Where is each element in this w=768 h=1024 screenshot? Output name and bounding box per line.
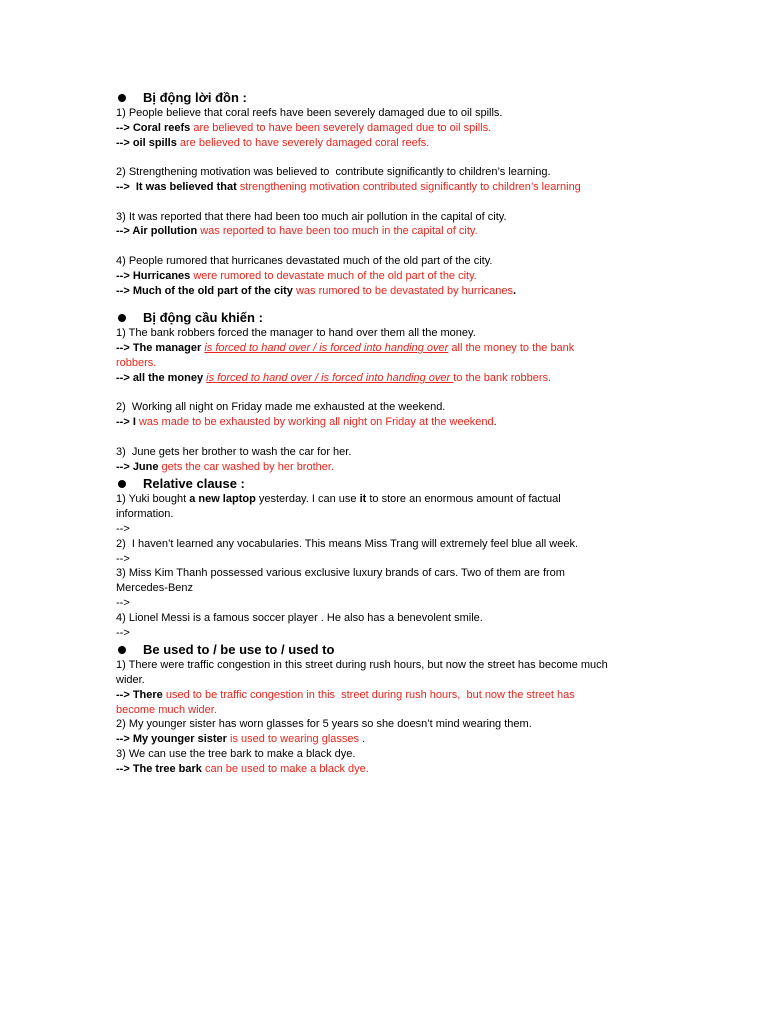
question-line: 4) People rumored that hurricanes devastated much of the old part of the city. (116, 254, 493, 267)
answer-line: --> The tree bark can be used to make a black dye. (116, 762, 369, 775)
answer-arrow: --> (116, 552, 130, 565)
question-line: 1) There were traffic congestion in this street during rush hours, but now the street has become much (116, 659, 608, 672)
answer-line: --> My younger sister is used to wearing glasses . (116, 733, 366, 746)
bullet-icon (118, 480, 126, 488)
section-heading-relative-clause: Relative clause : (116, 475, 656, 492)
answer-arrow: --> (116, 626, 130, 639)
document-body (116, 88, 656, 777)
question-line: 3) We can use the tree bark to make a black dye. (116, 748, 356, 761)
bullet-icon (118, 646, 126, 654)
bullet-icon (118, 314, 126, 322)
answer-line: --> The manager is forced to hand over / is forced into handing over all the money to the bank (116, 342, 575, 355)
question-line: 1) People believe that coral reefs have been severely damaged due to oil spills. (116, 107, 503, 119)
answer-line: --> I was made to be exhausted by working all night on Friday at the weekend. (116, 416, 497, 429)
question-line: 1) Yuki bought a new laptop yesterday. I can use it to store an enormous amount of factual (116, 493, 561, 506)
question-line: 2) Strengthening motivation was believed to contribute significantly to children’s learning. (116, 166, 551, 179)
answer-line: --> Much of the old part of the city was rumored to be devastated by hurricanes. (116, 284, 517, 297)
question-line-continued: information. (116, 508, 174, 521)
question-line: 2) Working all night on Friday made me exhausted at the weekend. (116, 401, 446, 414)
answer-line: --> Coral reefs are believed to have been severely damaged due to oil spills. (116, 121, 492, 134)
answer-line-continued: become much wider. (116, 703, 217, 716)
question-line: 4) Lionel Messi is a famous soccer player . He also has a benevolent smile. (116, 611, 483, 624)
section-heading-passive-rumor: Bị động lời đồn : (116, 89, 656, 106)
answer-line: --> oil spills are believed to have severely damaged coral reefs. (116, 136, 430, 149)
answer-line: --> Air pollution was reported to have been too much in the capital of city. (116, 225, 478, 238)
question-line: 1) The bank robbers forced the manager to hand over them all the money. (116, 327, 476, 340)
answer-line: --> all the money is forced to hand over / is forced into handing over to the bank robbers. (116, 371, 552, 384)
question-line-continued: wider. (116, 674, 145, 687)
question-line: 2) I haven’t learned any vocabularies. This means Miss Trang will extremely feel blue all week. (116, 537, 579, 550)
section-heading-passive-causative: Bị động cầu khiến : (116, 309, 656, 326)
answer-line-continued: robbers. (116, 356, 157, 369)
answer-line: --> There used to be traffic congestion in this street during rush hours, but now the street has (116, 688, 575, 701)
answer-line: --> June gets the car washed by her brother. (116, 460, 334, 473)
answer-line: --> Hurricanes were rumored to devastate much of the old part of the city. (116, 269, 477, 282)
question-line: 3) Miss Kim Thanh possessed various exclusive luxury brands of cars. Two of them are from (116, 567, 565, 580)
answer-arrow: --> (116, 522, 130, 535)
section-heading-used-to: Be used to / be use to / used to (116, 641, 656, 658)
answer-line: --> It was believed that strengthening motivation contributed significantly to children’s learning (116, 180, 581, 193)
question-line-continued: Mercedes-Benz (116, 582, 194, 595)
question-line: 3) It was reported that there had been too much air pollution in the capital of city. (116, 210, 507, 223)
question-line: 2) My younger sister has worn glasses for 5 years so she doesn’t mind wearing them. (116, 718, 532, 731)
question-line: 3) June gets her brother to wash the car for her. (116, 445, 352, 458)
answer-arrow: --> (116, 596, 130, 609)
bullet-icon (118, 94, 126, 102)
